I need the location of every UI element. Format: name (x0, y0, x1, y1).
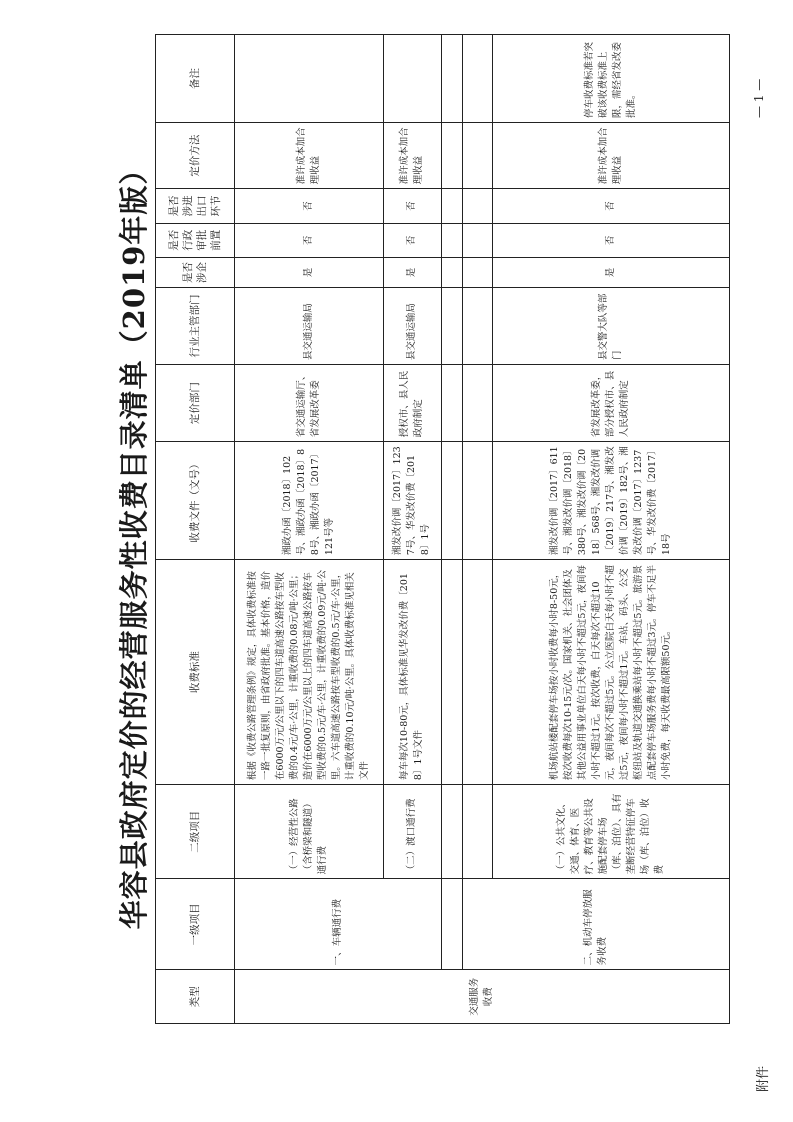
document-cell (463, 442, 493, 560)
document-cell (441, 442, 462, 560)
header-document: 收费文件（文号） (156, 442, 235, 560)
method-cell (463, 122, 493, 188)
standard-cell: 机场航站楼配套停车场按小时收费每小时8-50元，按次收费每次10-15元/次。国家机关、社会团体及其他公益用事业单位白天每小时不超过5元，夜间每小时不超过1元。按次收费，白天每次不超过10元，夜间每次不超过5元。公立医院白天每小时不超过5元，夜间每小时不超过1元。车站、码头、公交枢纽站及轨道交通换乘站每小时不超过5元。旅游景点配套停车场服务费每小时不超过3元。停车不足半小时免费，每天收费最高限额50元。 (493, 560, 730, 785)
pricing-dept-cell (441, 365, 462, 442)
table-row (463, 35, 493, 1024)
header-level1: 一级项目 (156, 879, 235, 970)
import-export-cell: 否 (235, 189, 384, 223)
approval-cell: 否 (383, 223, 441, 257)
header-approval: 是否行政审批前置 (156, 223, 235, 257)
header-standard: 收费标准 (156, 560, 235, 785)
enterprise-cell: 是 (383, 257, 441, 287)
method-cell: 准许成本加合理收益 (235, 122, 384, 188)
header-enterprise: 是否涉企 (156, 257, 235, 287)
import-export-cell (441, 189, 462, 223)
remarks-cell (463, 35, 493, 123)
header-method: 定价方法 (156, 122, 235, 188)
category-cell: 交通服务收费 (235, 970, 730, 1024)
remarks-cell (441, 35, 462, 123)
pricing-dept-cell: 省交通运输厅、省发展改革委 (235, 365, 384, 442)
fee-catalog-table (155, 34, 730, 1024)
header-category: 类型 (156, 970, 235, 1024)
enterprise-cell (463, 257, 493, 287)
level2-cell: （二）渡口通行费 (383, 785, 441, 879)
header-pricing-dept: 定价部门 (156, 365, 235, 442)
table-row (235, 35, 384, 1024)
method-cell (441, 122, 462, 188)
header-supervisor: 行业主管部门 (156, 287, 235, 364)
remarks-cell (235, 35, 384, 123)
enterprise-cell (441, 257, 462, 287)
standard-cell (463, 560, 493, 785)
approval-cell (463, 223, 493, 257)
header-level2: 二级项目 (156, 785, 235, 879)
supervisor-cell: 县交通运输局 (235, 287, 384, 364)
document-cell: 湘发改价调〔2017〕611号、湘发改价调〔2018〕380号、湘发改价调〔2018〕568号、湘发改价调〔2019〕217号、湘发改价调〔2019〕182号、湘发改价调〔2017〕1237号、华发改价费〔2017〕18号 (493, 442, 730, 560)
standard-cell: 每车每次10-80元，具体标准见华发改价费〔2018〕1号文件 (383, 560, 441, 785)
pricing-dept-cell (463, 365, 493, 442)
table-row-blank (441, 35, 462, 1024)
pricing-dept-cell: 省发展改革委，部分授权市、县人民政府制定 (493, 365, 730, 442)
method-cell: 准许成本加合理收益 (383, 122, 441, 188)
method-cell: 准许成本加合理收益 (493, 122, 730, 188)
enterprise-cell: 是 (235, 257, 384, 287)
level2-cell (441, 785, 462, 879)
table-row (493, 35, 730, 1024)
import-export-cell: 否 (383, 189, 441, 223)
level2-cell: （一）公共文化、交通、体育、医疗、教育等公共设施配套停车场（库、泊位）、具有垄断经营特征停车场（库、泊位）收费 (493, 785, 730, 879)
approval-cell: 否 (493, 223, 730, 257)
remarks-cell: 停车收费标准若突破该收费标准上限，需经省发改委批准。 (493, 35, 730, 123)
level1-cell (441, 879, 462, 970)
level2-cell (463, 785, 493, 879)
remarks-cell (383, 35, 441, 123)
header-import-export: 是否涉进出口环节 (156, 189, 235, 223)
document-title: 华容县政府定价的经营服务性收费目录清单（2019年版） (117, 154, 151, 930)
level1-cell: 一、车辆通行费 (235, 879, 442, 970)
approval-cell (441, 223, 462, 257)
table-row (383, 35, 441, 1024)
supervisor-cell (463, 287, 493, 364)
import-export-cell (463, 189, 493, 223)
enterprise-cell: 是 (493, 257, 730, 287)
supervisor-cell (441, 287, 462, 364)
approval-cell: 否 (235, 223, 384, 257)
header-remarks: 备注 (156, 35, 235, 123)
document-cell: 湘政办函〔2018〕102号、湘政办函〔2018〕88号、湘政办函〔2017〕121号等 (235, 442, 384, 560)
page-number: — 1 — (752, 78, 766, 118)
document-cell: 湘发改价调〔2017〕1237号、华发改价费〔2018〕1号 (383, 442, 441, 560)
supervisor-cell: 县交警大队等部门 (493, 287, 730, 364)
table-header-row (156, 35, 235, 1024)
standard-cell (441, 560, 462, 785)
level1-cell: 二、机动车停放服务收费 (463, 879, 730, 970)
standard-cell: 根据《收费公路管理条例》规定，具体收费标准按一路一批复原则，由省政府批准。基本价格，造价在6000万元/公里以下的四车道高速公路按车型收费的0.4元/车·公里，计重收费的0.08元/吨·公里；造价在6000万元/公里以上的四车道高速公路按车型收费的0.5元/车·公里，计重收费的0.09元/吨·公里。六车道高速公路按车型收费的0.5元/车·公里，计重收费的0.10元/吨·公里。具体收费标准见相关文件 (235, 560, 384, 785)
pricing-dept-cell: 授权市、县人民政府制定 (383, 365, 441, 442)
level2-cell: （一）经营性公路（含桥梁和隧道）通行费 (235, 785, 384, 879)
import-export-cell: 否 (493, 189, 730, 223)
annex-label: 附件 (756, 1065, 771, 1092)
supervisor-cell: 县交通运输局 (383, 287, 441, 364)
